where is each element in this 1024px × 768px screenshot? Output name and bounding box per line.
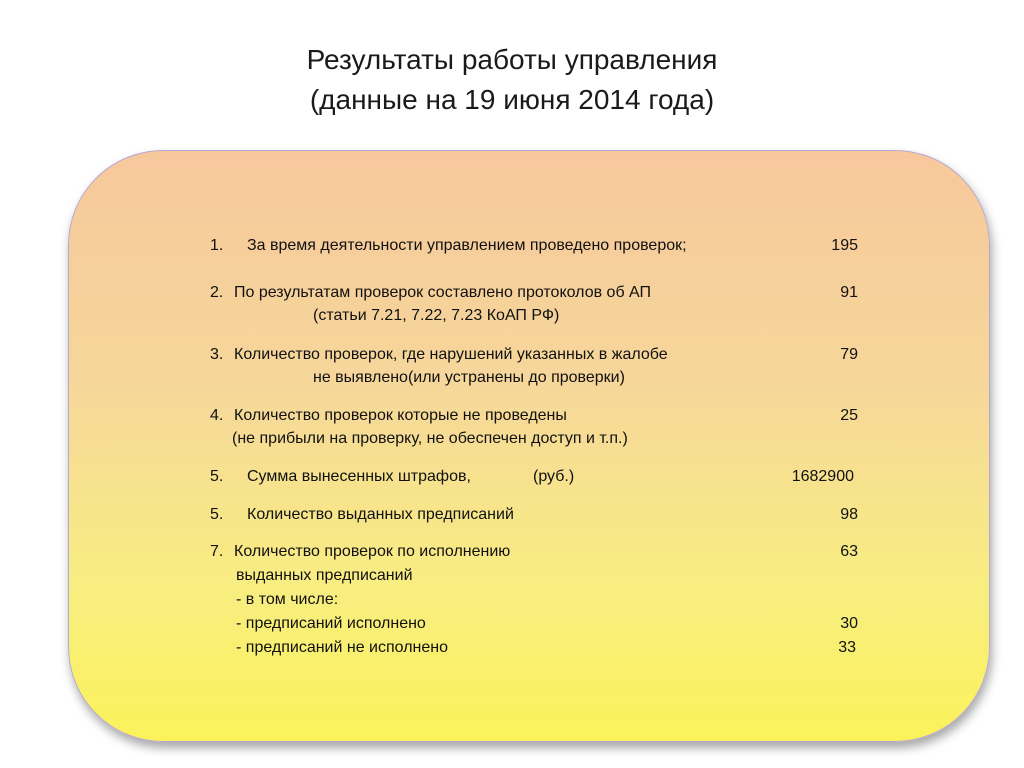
item-5-value: 1682900 bbox=[791, 468, 854, 485]
item-1-text: За время деятельности управлением проведено проверок; bbox=[247, 237, 687, 254]
item-3-text: Количество проверок, где нарушений указанных в жалобе bbox=[234, 346, 668, 363]
item-4-text: Количество проверок которые не проведены bbox=[234, 407, 567, 424]
item-5-number: 5. bbox=[210, 468, 224, 485]
item-4-subtext: (не прибыли на проверку, не обеспечен доступ и т.п.) bbox=[232, 430, 628, 447]
page-title bbox=[0, 40, 1024, 120]
item-7-detail-fulfilled: - предписаний исполнено bbox=[236, 615, 426, 632]
item-6-value: 98 bbox=[840, 506, 858, 523]
item-1-value: 195 bbox=[831, 237, 858, 254]
item-6-text: Количество выданных предписаний bbox=[247, 506, 514, 523]
title-line-2: (данные на 19 июня 2014 года) bbox=[309, 84, 715, 115]
item-7-detail-unfulfilled-value: 33 bbox=[838, 639, 856, 656]
item-7-number: 7. bbox=[210, 543, 224, 560]
item-7-subtext: выданных предписаний bbox=[236, 567, 413, 584]
item-4-number: 4. bbox=[210, 407, 224, 424]
item-2-subtext: (статьи 7.21, 7.22, 7.23 КоАП РФ) bbox=[313, 307, 560, 324]
item-4-value: 25 bbox=[840, 407, 858, 424]
item-2-value: 91 bbox=[840, 284, 858, 301]
item-1-number: 1. bbox=[210, 237, 224, 254]
item-6-number: 5. bbox=[210, 506, 224, 523]
item-2-text: По результатам проверок составлено протоколов об АП bbox=[234, 284, 652, 301]
item-3-value: 79 bbox=[840, 346, 858, 363]
item-5-unit: (руб.) bbox=[533, 468, 575, 485]
item-7-value: 63 bbox=[840, 543, 858, 560]
item-2-number: 2. bbox=[210, 284, 224, 301]
item-3-subtext: не выявлено(или устранены до проверки) bbox=[313, 369, 625, 386]
item-7-detail-intro: - в том числе: bbox=[236, 591, 339, 608]
title-line-1: Результаты работы управления bbox=[306, 44, 718, 75]
item-5-text: Сумма вынесенных штрафов, bbox=[247, 468, 471, 485]
item-7-text: Количество проверок по исполнению bbox=[234, 543, 511, 560]
item-7-detail-fulfilled-value: 30 bbox=[840, 615, 858, 632]
item-3-number: 3. bbox=[210, 346, 224, 363]
item-7-detail-unfulfilled: - предписаний не исполнено bbox=[236, 639, 449, 656]
